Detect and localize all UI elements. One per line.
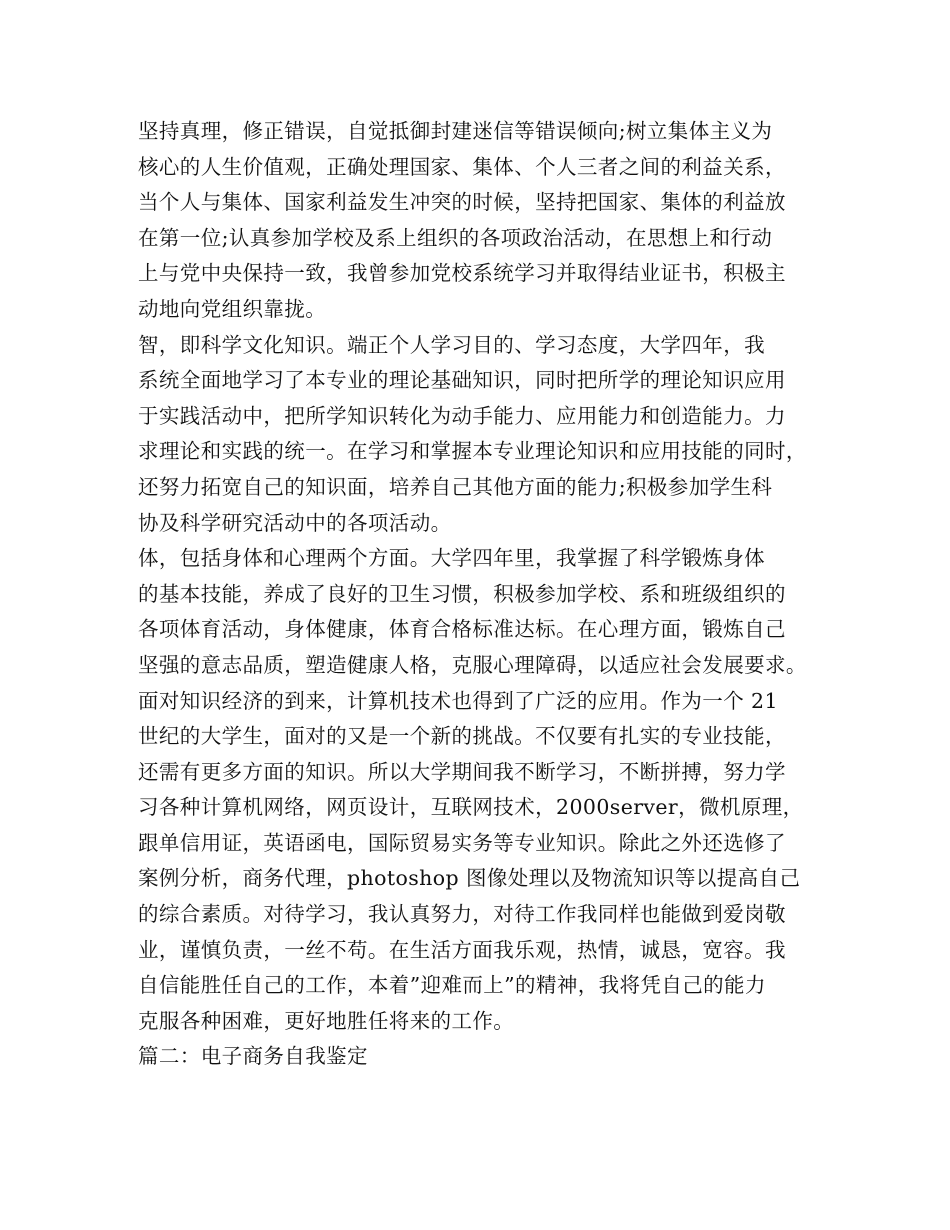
text-line: 体，包括身体和心理两个方面。大学四年里，我掌握了科学锻炼身体 [138, 546, 765, 571]
text-line: 习各种计算机网络，网页设计，互联网技术，2000server，微机原理， [138, 795, 804, 820]
text-line: 动地向党组织靠拢。 [138, 296, 327, 321]
text-line: 坚持真理，修正错误，自觉抵御封建迷信等错误倾向;树立集体主义为 [138, 119, 773, 143]
text-line: 上与党中央保持一致，我曾参加党校系统学习并取得结业证书，积极主 [138, 261, 786, 286]
text-line: 系统全面地学习了本专业的理论基础知识，同时把所学的理论知识应用 [138, 368, 786, 393]
text-line: 坚强的意志品质，塑造健康人格，克服心理障碍，以适应社会发展要求。 [138, 652, 807, 677]
text-line: 自信能胜任自己的工作，本着”迎难而上”的精神，我将凭自己的能力 [138, 973, 766, 998]
text-line: 业，谨慎负责，一丝不苟。在生活方面我乐观，热情，诚恳，宽容。我 [138, 937, 786, 962]
text-line: 当个人与集体、国家利益发生冲突的时候，坚持把国家、集体的利益放 [138, 190, 786, 215]
text-line: 的综合素质。对待学习，我认真努力，对待工作我同样也能做到爱岗敬 [138, 902, 786, 927]
text-line: 智，即科学文化知识。端正个人学习目的、学习态度，大学四年，我 [138, 332, 765, 357]
text-line: 还需有更多方面的知识。所以大学期间我不断学习，不断拼搏，努力学 [138, 759, 786, 784]
text-line: 面对知识经济的到来，计算机技术也得到了广泛的应用。作为一个 21 [138, 688, 778, 713]
text-line: 协及科学研究活动中的各项活动。 [138, 510, 452, 535]
text-line: 核心的人生价值观，正确处理国家、集体、个人三者之间的利益关系， [138, 154, 786, 179]
text-line: 求理论和实践的统一。在学习和掌握本专业理论知识和应用技能的同时， [138, 439, 807, 464]
text-line: 于实践活动中，把所学知识转化为动手能力、应用能力和创造能力。力 [138, 403, 786, 428]
text-line: 世纪的大学生，面对的又是一个新的挑战。不仅要有扎实的专业技能， [138, 724, 786, 749]
text-line: 克服各种困难，更好地胜任将来的工作。 [138, 1008, 515, 1033]
section-heading: 篇二：电子商务自我鉴定 [138, 1044, 368, 1069]
text-line: 在第一位;认真参加学校及系上组织的各项政治活动，在思想上和行动 [138, 225, 773, 250]
text-line: 还努力拓宽自己的知识面，培养自己其他方面的能力;积极参加学生科 [138, 474, 773, 499]
text-line: 跟单信用证，英语函电，国际贸易实务等专业知识。除此之外还选修了 [138, 830, 786, 855]
document-body [138, 114, 828, 1075]
text-line: 案例分析，商务代理，photoshop 图像处理以及物流知识等以提高自己 [138, 866, 801, 891]
text-line: 各项体育活动，身体健康，体育合格标准达标。在心理方面，锻炼自己 [138, 617, 786, 642]
text-line: 的基本技能，养成了良好的卫生习惯，积极参加学校、系和班级组织的 [138, 581, 786, 606]
